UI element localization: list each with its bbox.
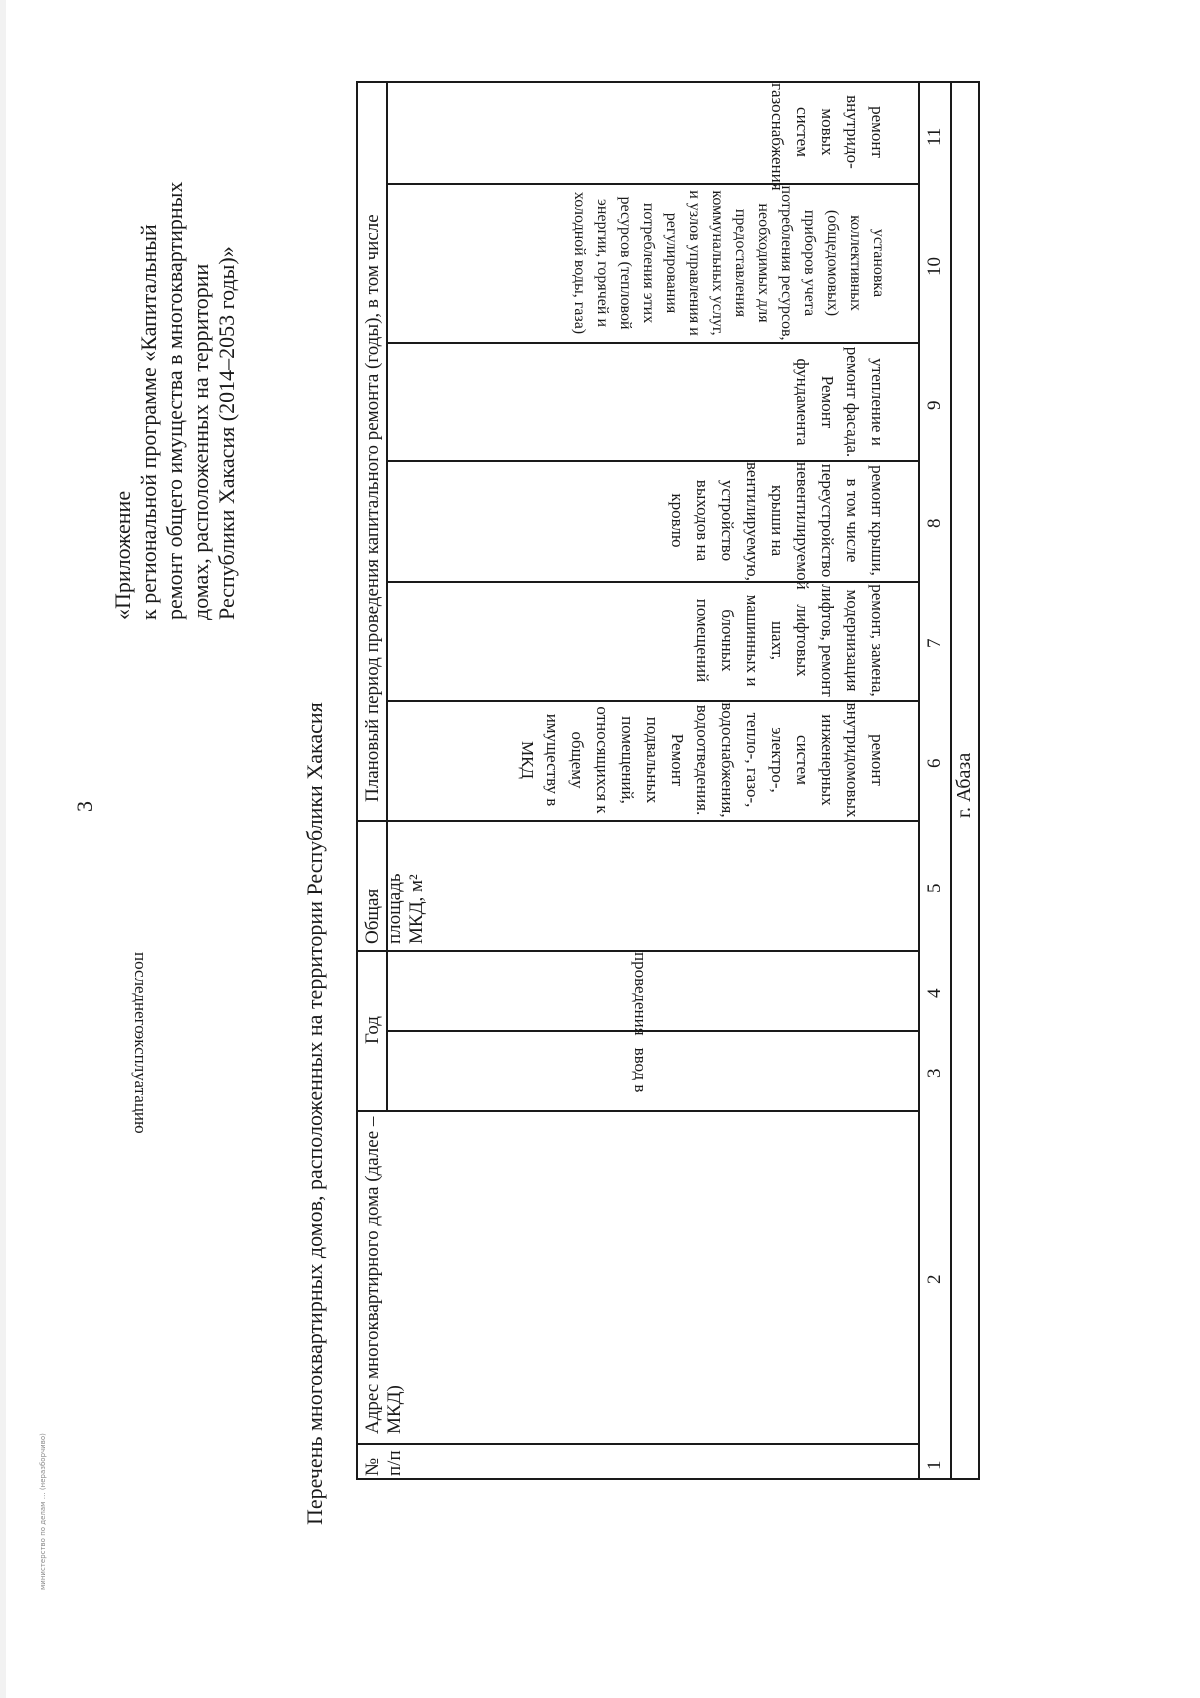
header-planned-period: Плановый период проведения капитального ремонта (годы), в том числе: [362, 214, 383, 802]
table-line: [356, 81, 358, 1480]
table-line: [356, 1443, 920, 1445]
faint-stamp: [38, 1400, 78, 1590]
table-line: [918, 81, 920, 1480]
table-line: [356, 1110, 920, 1112]
column-number: 9: [924, 400, 945, 410]
city-row-label: г. Абаза: [953, 752, 975, 818]
column-number: 8: [924, 518, 945, 528]
column-number: 3: [924, 1068, 945, 1078]
column-number: 10: [924, 257, 945, 276]
table-line: [356, 1478, 980, 1480]
header-total-area: Общая площадь МКД, м²: [362, 873, 427, 944]
header-year: Год: [362, 1016, 383, 1044]
header-commissioning: ввод в эксплуатацию: [131, 1032, 650, 1134]
column-number: 7: [924, 638, 945, 648]
header-col9: утепление и ремонт фасада. Ремонт фундамента: [793, 346, 887, 458]
page-number: 3: [72, 801, 97, 812]
header-col10: установка коллективных (общедомовых) приборов учета потребления ресурсов, необходимых для предоставления коммунальных услуг, и узлов управления и регулирования потребления этих ресурсов (тепловой энергии, горячей и холодной воды, газа): [571, 185, 887, 341]
header-number: № п/п: [362, 1450, 405, 1476]
column-number: 11: [924, 127, 945, 146]
table-line: [950, 81, 952, 1480]
header-last-repair: проведения последнего: [131, 952, 650, 1036]
header-col11: ремонт внутридо-мовых систем газоснабжения: [768, 83, 887, 191]
list-title: Перечень многоквартирных домов, расположенных на территории Республики Хакасия: [302, 702, 327, 1525]
column-number: 4: [924, 988, 945, 998]
header-col6: ремонт внутридомовых инженерных систем электро-, тепло-, газо-, водоснабжения, водоотведения. Ремонт подвальных помещений, относящихся к общему имуществу в МКД: [518, 702, 887, 818]
table-line: [356, 820, 920, 822]
column-number: 2: [924, 1274, 945, 1284]
table-line: [978, 81, 980, 1480]
column-number: 5: [924, 883, 945, 893]
header-col7: ремонт, замена, модернизация лифтов, ремонт лифтовых шахт, машинных и блочных помещений: [693, 584, 887, 697]
stamp-text: министерство по делам … (неразборчиво): [39, 1433, 47, 1590]
appendix-header: «Приложение к региональной программе «Капитальный ремонт общего имущества в многоквартирных домах, расположенных на территории Республики Хакасия (2014–2053 годы)»: [110, 181, 239, 620]
column-number: 1: [924, 1460, 945, 1470]
header-address: Адрес многоквартирного дома (далее – МКД): [362, 1116, 405, 1434]
header-col8: ремонт крыши, в том числе переустройство невентилируемой крыши на вентилируемую, устройство выходов на кровлю: [668, 462, 887, 590]
column-number: 6: [924, 758, 945, 768]
